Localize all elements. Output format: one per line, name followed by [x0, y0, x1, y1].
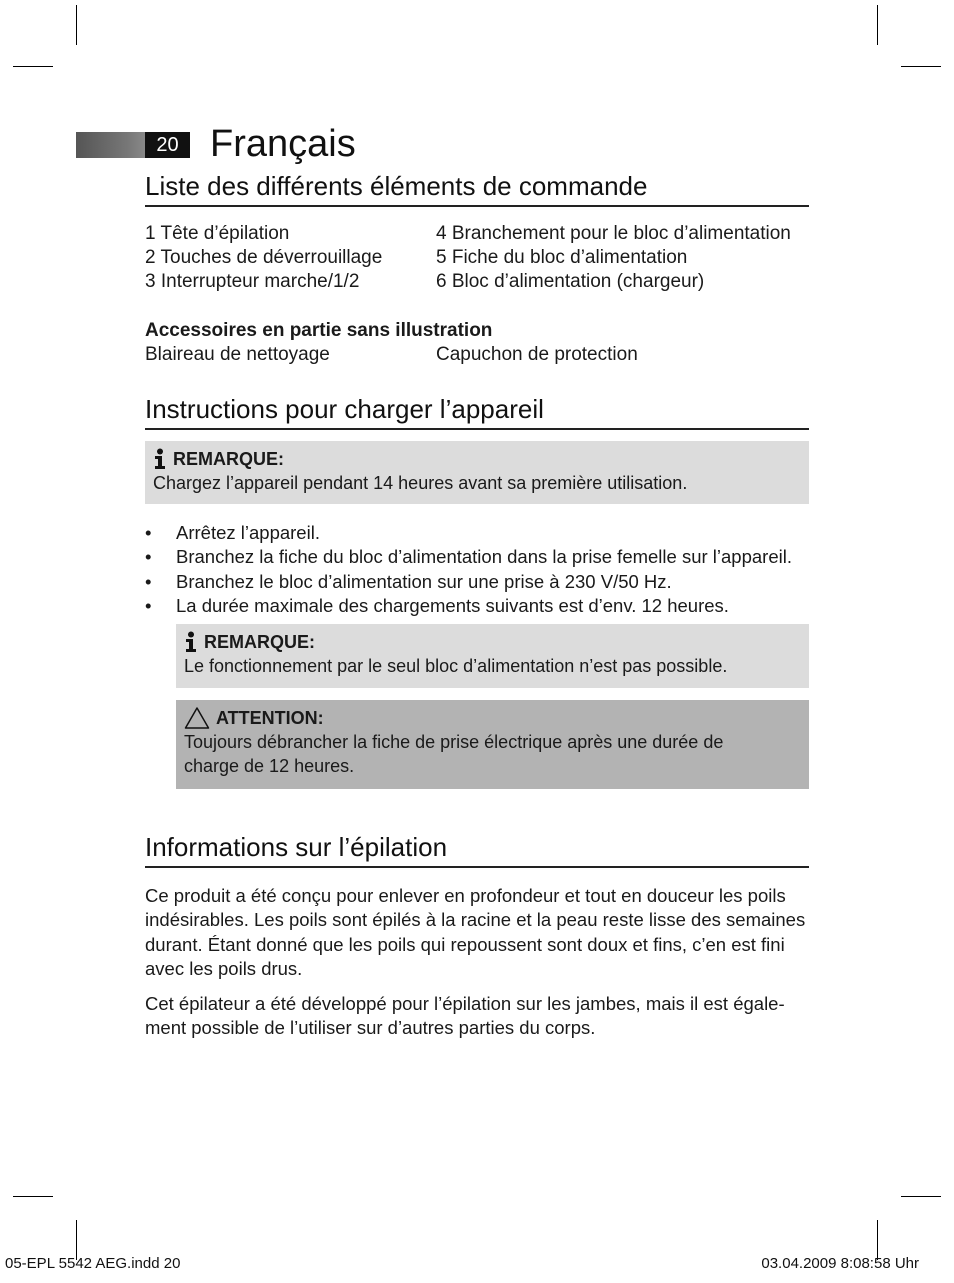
note-text: Chargez l’appareil pendant 14 heures avant sa première utilisation. [153, 473, 688, 493]
crop-mark [901, 1196, 941, 1197]
attention-box [176, 700, 809, 789]
list-item: • Branchez le bloc d’alimentation sur une prise à 230 V/50 Hz. [145, 570, 809, 594]
crop-mark [901, 66, 941, 67]
attention-heading [184, 706, 801, 730]
warning-triangle-icon [184, 706, 210, 730]
crop-mark [76, 5, 77, 45]
note-label: REMARQUE: [204, 632, 315, 652]
list-item: • Branchez la fiche du bloc d’alimentation dans la prise femelle sur l’appareil. [145, 545, 809, 569]
crop-mark [76, 1220, 77, 1260]
section-title-charging: Instructions pour charger l’appareil [145, 393, 809, 430]
list-item: 5 Fiche du bloc d’alimentation [436, 247, 688, 268]
note-heading [153, 447, 801, 471]
crop-mark [13, 1196, 53, 1197]
paragraph-line: ment possible de l’utiliser sur d’autres parties du corps. [145, 1017, 596, 1039]
paragraph [145, 992, 809, 1041]
note-text: Le fonctionnement par le seul bloc d’alimentation n’est pas possible. [184, 656, 728, 676]
attention-text-line: charge de 12 heures. [184, 756, 355, 776]
footer-file-info: 05-EPL 5542 AEG.indd 20 [5, 1255, 181, 1272]
list-item: • La durée maximale des chargements suivants est d’env. 12 heures. [145, 594, 809, 618]
note-label: REMARQUE: [173, 449, 284, 469]
note-box [176, 624, 809, 688]
paragraph-line: Cet épilateur a été développé pour l’épilation sur les jambes, mais il est égale- [145, 993, 785, 1014]
section-title-epilation: Informations sur l’épilation [145, 831, 809, 868]
list-item: 6 Bloc d’alimentation (chargeur) [436, 271, 705, 292]
paragraph-line: indésirables. Les poils sont épilés à la racine et la peau reste lisse des semaines [145, 909, 806, 931]
note-heading [184, 630, 801, 654]
note-box [145, 441, 809, 504]
crop-mark [13, 66, 53, 67]
accessory-item: Blaireau de nettoyage [145, 344, 330, 365]
paragraph-line: avec les poils drus. [145, 957, 303, 979]
list-item: 2 Touches de déverrouillage [145, 247, 383, 268]
section-title-controls: Liste des différents éléments de commande [145, 170, 809, 207]
list-item: 1 Tête d’épilation [145, 223, 290, 244]
attention-text-line: Toujours débrancher la fiche de prise électrique après une durée de [184, 732, 724, 752]
list-item: 4 Branchement pour le bloc d’alimentation [436, 223, 791, 244]
attention-label: ATTENTION: [216, 708, 324, 728]
charging-steps-list [145, 521, 809, 618]
list-item: 3 Interrupteur marche/1/2 [145, 271, 360, 292]
paragraph-line: durant. Étant donné que les poils qui repoussent sont doux et fins, c’en est fini [145, 933, 785, 955]
footer-timestamp: 03.04.2009 8:08:58 Uhr [761, 1255, 919, 1272]
controls-list-left [145, 222, 382, 294]
language-title: Français [210, 123, 356, 165]
crop-mark [877, 1220, 878, 1260]
list-item: • Arrêtez l’appareil. [145, 521, 809, 545]
crop-mark [877, 5, 878, 45]
paragraph-line: Ce produit a été conçu pour enlever en profondeur et tout en douceur les poils [145, 885, 786, 906]
info-icon [184, 631, 198, 653]
controls-list-right [436, 222, 791, 294]
paragraph [145, 884, 809, 981]
page-number: 20 [145, 132, 190, 158]
accessories-heading: Accessoires en partie sans illustration [145, 320, 493, 341]
accessory-item: Capuchon de protection [436, 344, 638, 365]
info-icon [153, 448, 167, 470]
